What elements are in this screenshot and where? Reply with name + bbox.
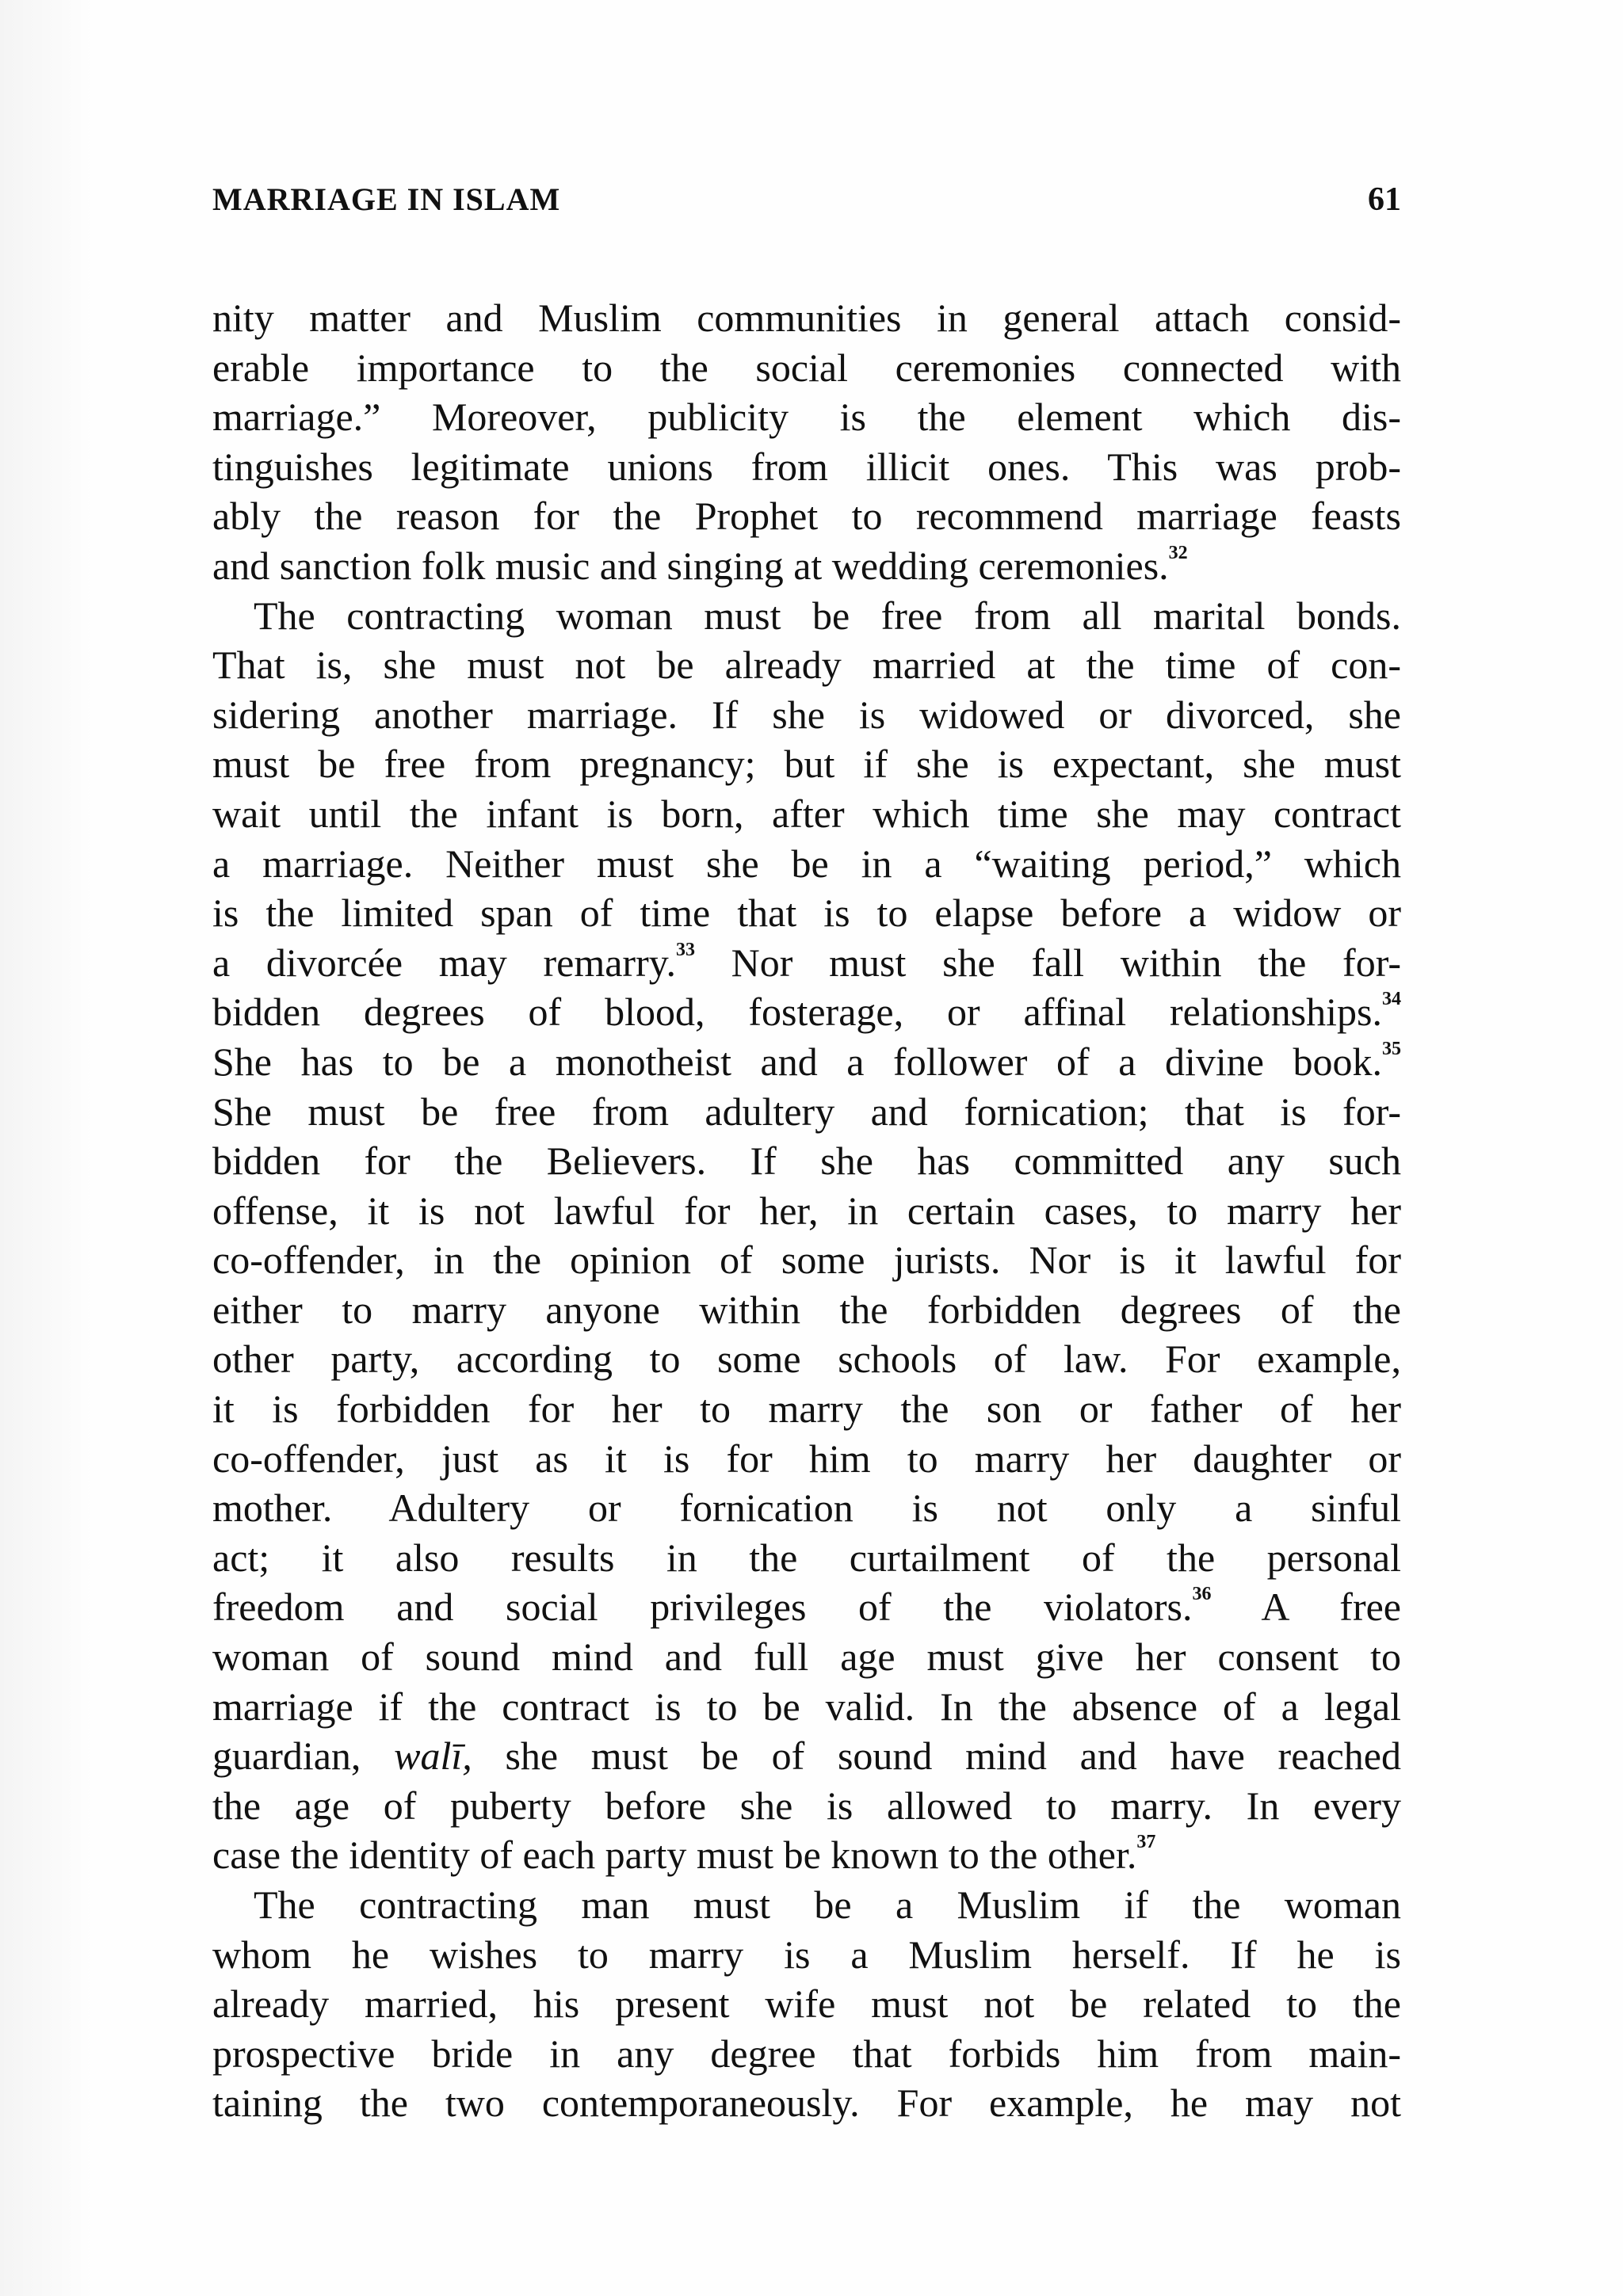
text-line [212, 491, 1401, 541]
footnote-marker: 33 [675, 939, 695, 960]
line-text: marriage.” Moreover, publicity is the element which dis- [212, 395, 1401, 440]
text-line [212, 1037, 1401, 1087]
line-text: is the limited span of time that is to elapse before a widow or [212, 891, 1401, 936]
text-line [212, 2078, 1401, 2128]
text-line [212, 690, 1401, 740]
text-line [212, 1087, 1401, 1137]
text-line [212, 1384, 1401, 1434]
line-text: nity matter and Muslim communities in general attach consid- [212, 296, 1401, 340]
footnote-marker: 32 [1168, 542, 1188, 563]
text-line [212, 343, 1401, 393]
line-text: The contracting man must be a Muslim if the woman [254, 1882, 1401, 1927]
line-text-continued: she must be of sound mind and have reached [472, 1733, 1401, 1779]
gutter-shadow [0, 0, 95, 2296]
line-text: She must be free from adultery and fornication; that is for- [212, 1089, 1401, 1134]
body-text [212, 293, 1401, 2128]
line-text: guardian, [212, 1733, 395, 1779]
line-text: prospective bride in any degree that forbids him from main- [212, 2031, 1401, 2076]
running-title: MARRIAGE IN ISLAM [212, 181, 561, 217]
text-line [212, 987, 1401, 1037]
line-text: and sanction folk music and singing at wedding ceremonies. [212, 543, 1169, 588]
line-text-continued: Nor must she fall within the for- [694, 940, 1401, 985]
footnote-marker: 35 [1382, 1038, 1401, 1059]
text-line [212, 1334, 1401, 1384]
text-line [212, 1186, 1401, 1236]
line-text: sidering another marriage. If she is widowed or divorced, she [212, 692, 1401, 737]
line-text: co-offender, in the opinion of some jurists. Nor is it lawful for [212, 1238, 1401, 1283]
line-text: already married, his present wife must not be related to the [212, 1981, 1401, 2027]
line-text: That is, she must not be already married at the time of con- [212, 643, 1401, 688]
text-line [212, 392, 1401, 442]
line-text: taining the two contemporaneously. For example, he may not [212, 2081, 1401, 2126]
line-text: The contracting woman must be free from all marital bonds. [254, 593, 1401, 638]
line-text: other party, according to some schools of law. For example, [212, 1337, 1401, 1382]
text-line [212, 1930, 1401, 1980]
text-line [212, 1830, 1401, 1880]
italic-term: walī, [394, 1733, 472, 1779]
text-line [212, 1979, 1401, 2029]
text-line [212, 1136, 1401, 1186]
line-text: ably the reason for the Prophet to recommend marriage feasts [212, 494, 1401, 539]
text-line [212, 442, 1401, 492]
text-line [212, 1731, 1401, 1781]
line-text: a divorcée may remarry. [212, 940, 676, 985]
text-line [212, 591, 1401, 641]
line-text: erable importance to the social ceremonies connected with [212, 345, 1401, 390]
line-text: case the identity of each party must be known to the other. [212, 1833, 1137, 1878]
text-line [212, 1781, 1401, 1831]
line-text: it is forbidden for her to marry the son or father of her [212, 1386, 1401, 1432]
page-number: 61 [1368, 181, 1401, 218]
line-text: the age of puberty before she is allowed to marry. In every [212, 1783, 1401, 1828]
line-text: either to marry anyone within the forbidden degrees of the [212, 1287, 1401, 1332]
line-text: a marriage. Neither must she be in a “waiting period,” which [212, 841, 1401, 886]
line-text: co-offender, just as it is for him to marry her daughter or [212, 1436, 1401, 1481]
text-line [212, 739, 1401, 789]
line-text: whom he wishes to marry is a Muslim herself. If he is [212, 1932, 1401, 1977]
footnote-marker: 37 [1136, 1832, 1156, 1853]
text-line [212, 888, 1401, 938]
text-line [212, 2029, 1401, 2079]
line-text: bidden for the Believers. If she has committed any such [212, 1138, 1401, 1184]
text-line [212, 938, 1401, 988]
line-text: She has to be a monotheist and a follower of a divine book. [212, 1039, 1382, 1084]
text-line [212, 1285, 1401, 1335]
text-line [212, 1880, 1401, 1930]
line-text-continued: A free [1211, 1585, 1401, 1630]
line-text: offense, it is not lawful for her, in certain cases, to marry her [212, 1188, 1401, 1233]
text-line [212, 293, 1401, 343]
text-line [212, 789, 1401, 839]
line-text: act; it also results in the curtailment of the personal [212, 1535, 1401, 1580]
text-line [212, 839, 1401, 889]
line-text: tinguishes legitimate unions from illicit ones. This was prob- [212, 444, 1401, 489]
footnote-marker: 34 [1382, 989, 1401, 1010]
text-line [212, 1235, 1401, 1285]
running-head [212, 181, 1401, 236]
line-text: wait until the infant is born, after which time she may contract [212, 791, 1401, 836]
line-text: must be free from pregnancy; but if she is expectant, she must [212, 742, 1401, 787]
text-line [212, 640, 1401, 690]
text-line [212, 541, 1401, 591]
line-text: bidden degrees of blood, fosterage, or affinal relationships. [212, 990, 1382, 1035]
text-line [212, 1483, 1401, 1533]
text-line [212, 1632, 1401, 1682]
line-text: marriage if the contract is to be valid. In the absence of a legal [212, 1684, 1401, 1729]
line-text: freedom and social privileges of the violators. [212, 1585, 1193, 1630]
line-text: woman of sound mind and full age must give her consent to [212, 1634, 1401, 1680]
line-text: mother. Adultery or fornication is not only a sinful [212, 1486, 1401, 1531]
footnote-marker: 36 [1192, 1584, 1212, 1605]
text-line [212, 1533, 1401, 1583]
text-line [212, 1582, 1401, 1632]
text-line [212, 1434, 1401, 1484]
text-line [212, 1682, 1401, 1732]
